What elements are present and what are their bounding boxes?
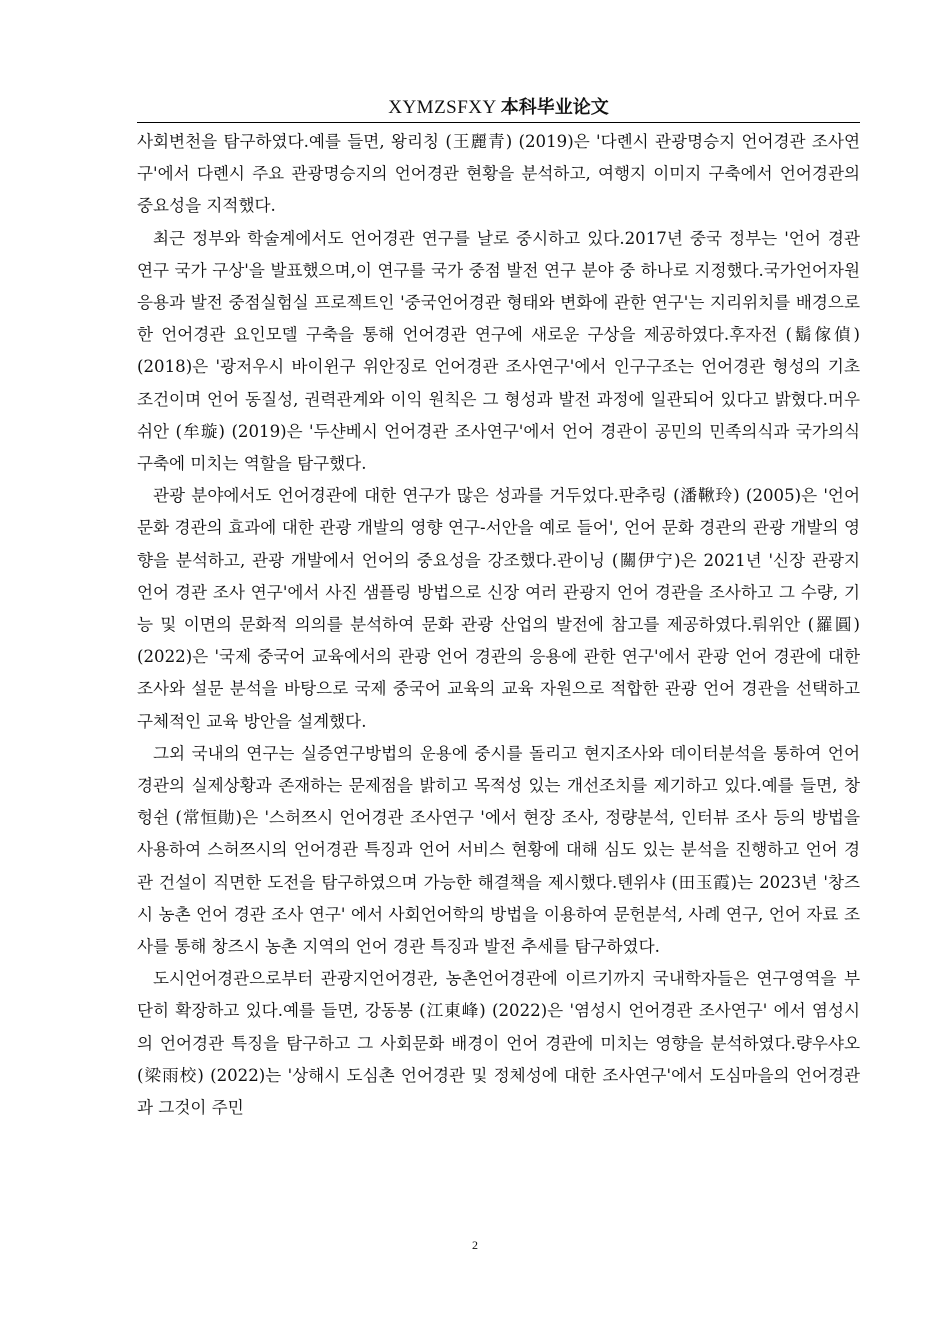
paragraph-continuation: 사회변천을 탐구하였다.예를 들면, 왕리칭 (王麗青) (2019)은 '다롄시 관광명승지 언어경관 조사연구'에서 다롄시 주요 관광명승지의 언어경관 현황을 분석하고, 여행지 이미지 구축에서 언어경관의 중요성을 지적했다. bbox=[137, 132, 860, 216]
header-title: 本科毕业论文 bbox=[500, 97, 609, 118]
body-text bbox=[137, 126, 860, 1124]
page-number: 2 bbox=[472, 1238, 478, 1252]
paragraph: 도시언어경관으로부터 관광지언어경관, 농촌언어경관에 이르기까지 국내학자들은 연구영역을 부단히 확장하고 있다.예를 들면, 강동봉 (江東峰) (2022)은 '염성시 언어경관 조사연구' 에서 염성시의 언어경관 특징을 탐구하고 그 사회문화 배경이 언어 경관에 미치는 영향을 분석하였다.량우샤오 (梁雨校) (2022)는 '상해시 도심촌 언어경관 및 정체성에 대한 조사연구'에서 도심마을의 언어경관과 그것이 주민 bbox=[137, 969, 861, 1118]
header-code: XYMZSFXY bbox=[388, 97, 497, 118]
paragraph: 관광 분야에서도 언어경관에 대한 연구가 많은 성과를 거두었다.판추링 (潘鞦玲) (2005)은 '언어 문화 경관의 효과에 대한 관광 개발의 영향 연구-서안을 예로 들어', 언어 문화 경관의 관광 개발의 영향을 분석하고, 관광 개발에서 언어의 중요성을 강조했다.관이닝 (關伊宁)은 2021년 '신장 관광지 언어 경관 조사 연구'에서 사진 샘플링 방법으로 신장 여러 관광지 언어 경관을 조사하고 그 수량, 기능 및 이면의 문화적 의의를 분석하여 문화 관광 산업의 발전에 참고를 제공하였다.뤄위안 (羅圓) (2022)은 '국제 중국어 교육에서의 관광 언어 경관의 응용에 관한 연구'에서 관광 언어 경관에 대한 조사와 설문 분석을 바탕으로 국제 중국어 교육의 교육 자원으로 적합한 관광 언어 경관을 선택하고 구체적인 교육 방안을 설계했다. bbox=[137, 486, 860, 731]
paragraph: 그외 국내의 연구는 실증연구방법의 운용에 중시를 돌리고 현지조사와 데이터분석을 통하여 언어경관의 실제상황과 존재하는 문제점을 밝히고 목적성 있는 개선조치를 제기하고 있다.예를 들면, 창헝쉰 (常恒勛)은 '스허쯔시 언어경관 조사연구 '에서 현장 조사, 정량분석, 인터뷰 조사 등의 방법을 사용하여 스허쯔시의 언어경관 특징과 언어 서비스 현황에 대해 심도 있는 분석을 진행하고 언어 경관 건설이 직면한 도전을 탐구하였으며 가능한 해결책을 제시했다.톈위샤 (田玉霞)는 2023년 '창즈시 농촌 언어 경관 조사 연구' 에서 사회언어학의 방법을 이용하여 문헌분석, 사례 연구, 언어 자료 조사를 통해 창즈시 농촌 지역의 언어 경관 특징과 발전 추세를 탐구하였다. bbox=[137, 743, 860, 957]
paragraph: 최근 정부와 학술계에서도 언어경관 연구를 날로 중시하고 있다.2017년 중국 정부는 '언어 경관 연구 국가 구상'을 발표했으며,이 연구를 국가 중점 발전 연구 분야 중 하나로 지정했다.국가언어자원 응용과 발전 중점실험실 프로젝트인 '중국언어경관 형태와 변화에 관한 연구'는 지리위치를 배경으로 한 언어경관 요인모델 구축을 통해 언어경관 연구에 새로운 구상을 제공하였다.후자전 (鬍傢偵) (2018)은 '광저우시 바이윈구 위안징로 언어경관 조사연구'에서 인구구조는 언어경관 형성의 기초 조건이며 언어 동질성, 권력관계와 이익 원칙은 그 형성과 발전 과정에 일관되어 있다고 밝혔다.머우쉬안 (牟璇) (2019)은 '두샨베시 언어경관 조사연구'에서 언어 경관이 공민의 민족의식과 국가의식 구축에 미치는 역할을 탐구했다. bbox=[137, 228, 860, 474]
page-header bbox=[137, 95, 860, 123]
